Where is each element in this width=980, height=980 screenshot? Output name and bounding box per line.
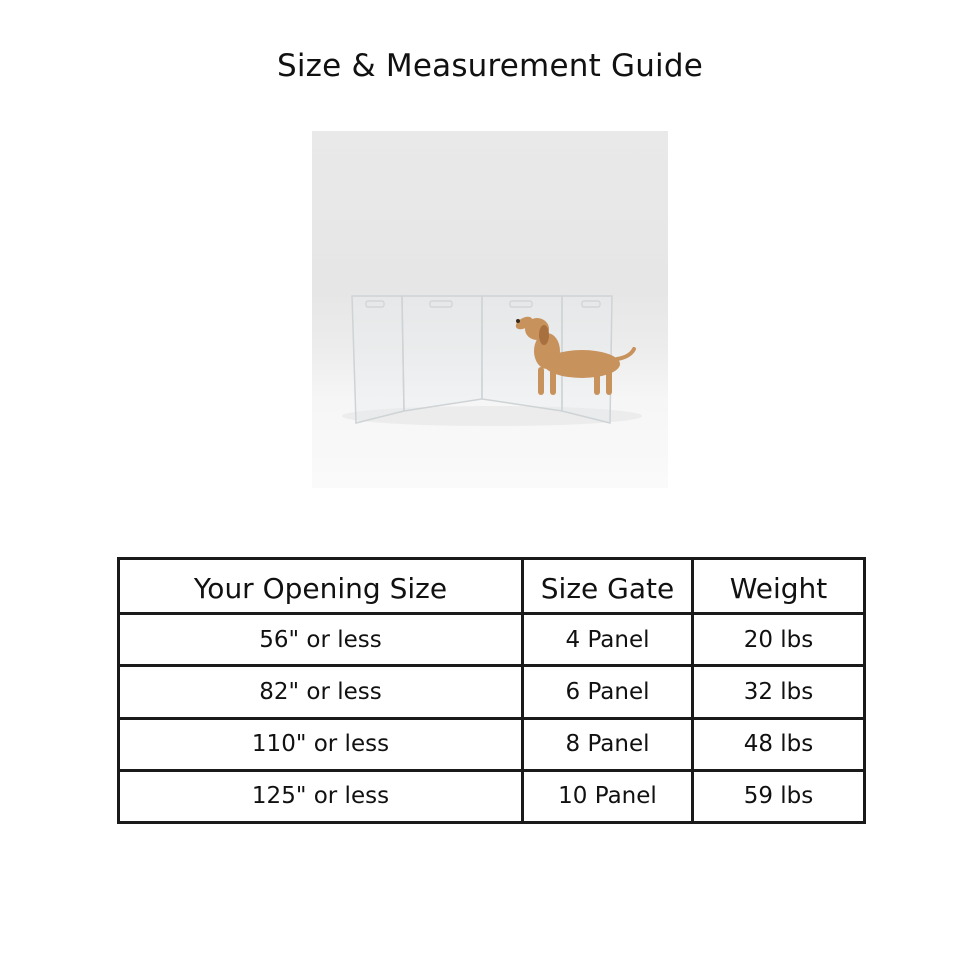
table-row bbox=[119, 614, 865, 666]
table-row bbox=[119, 770, 865, 822]
product-photo bbox=[312, 131, 668, 488]
size-gate-cell: 8 Panel bbox=[523, 718, 693, 770]
opening-size-cell: 56" or less bbox=[119, 614, 523, 666]
weight-cell: 59 lbs bbox=[693, 770, 865, 822]
header-size-gate: Size Gate bbox=[523, 559, 693, 614]
header-weight: Weight bbox=[693, 559, 865, 614]
weight-cell: 48 lbs bbox=[693, 718, 865, 770]
page-title: Size & Measurement Guide bbox=[276, 48, 704, 84]
opening-size-cell: 110" or less bbox=[119, 718, 523, 770]
opening-size-cell: 82" or less bbox=[119, 666, 523, 718]
acrylic-gate-illustration bbox=[312, 131, 668, 488]
size-gate-cell: 4 Panel bbox=[523, 614, 693, 666]
size-gate-cell: 10 Panel bbox=[523, 770, 693, 822]
opening-size-cell: 125" or less bbox=[119, 770, 523, 822]
weight-cell: 32 lbs bbox=[693, 666, 865, 718]
weight-cell: 20 lbs bbox=[693, 614, 865, 666]
size-table bbox=[117, 557, 866, 824]
table-row bbox=[119, 718, 865, 770]
size-gate-cell: 6 Panel bbox=[523, 666, 693, 718]
table-row bbox=[119, 666, 865, 718]
table-header-row bbox=[119, 559, 865, 614]
header-opening-size: Your Opening Size bbox=[119, 559, 523, 614]
